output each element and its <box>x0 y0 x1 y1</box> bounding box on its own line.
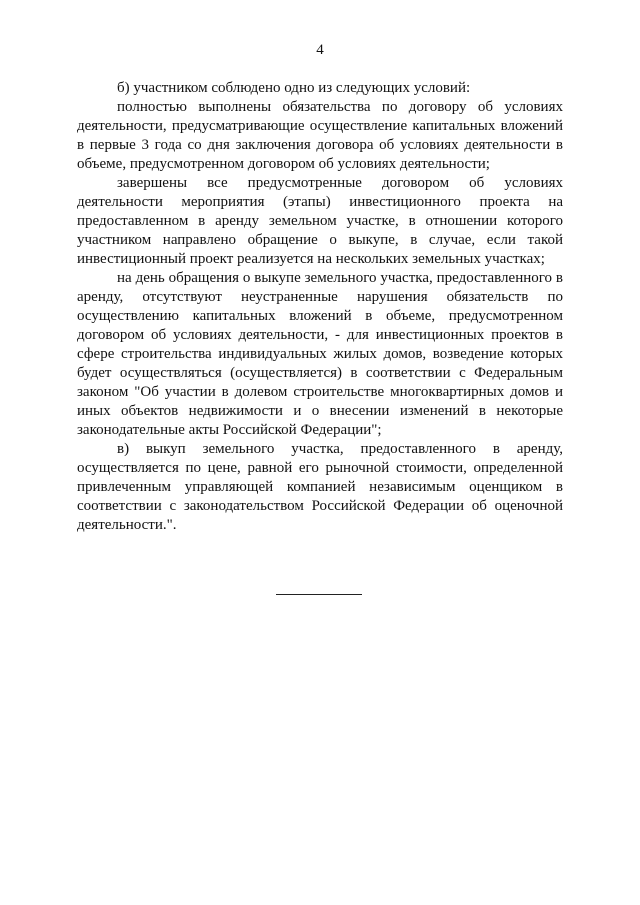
document-body <box>77 79 563 535</box>
paragraph-obligations-fulfilled: полностью выполнены обязательства по договору об условиях деятельности, предусматривающие осуществление капитальных вложений в первые 3 года со дня заключения договора об условиях деятельности в объеме, предусмотренном договором об условиях деятельности; <box>77 99 563 172</box>
end-separator-line <box>276 594 362 595</box>
paragraph-activities-completed: завершены все предусмотренные договором об условиях деятельности мероприятия (этапы) инвестиционного проекта на предоставленном в аренду земельном участке, в отношении которого участником направлено обращение о выкупе, в случае, если такой инвестиционный проект реализуется на нескольких земельных участках; <box>77 175 563 267</box>
paragraph-condition-v-price: в) выкуп земельного участка, предоставленного в аренду, осуществляется по цене, равной его рыночной стоимости, определенной привлеченным управляющей компанией независимым оценщиком в соответствии с законодательством Российской Федерации об оценочной деятельности.". <box>77 441 563 533</box>
page-number: 4 <box>316 42 324 58</box>
paragraph-condition-b-intro: б) участником соблюдено одно из следующих условий: <box>117 80 471 96</box>
paragraph-no-violations: на день обращения о выкупе земельного участка, предоставленного в аренду, отсутствуют неустраненные нарушения обязательств по осуществлению капитальных вложений в объеме, предусмотренном договором об условиях деятельности, - для инвестиционных проектов в сфере строительства индивидуальных жилых домов, возведение которых будет осуществляться (осуществляется) в соответствии с Федеральным законом "Об участии в долевом строительстве многоквартирных домов и иных объектов недвижимости и о внесении изменений в некоторые законодательные акты Российской Федерации"; <box>77 270 563 438</box>
